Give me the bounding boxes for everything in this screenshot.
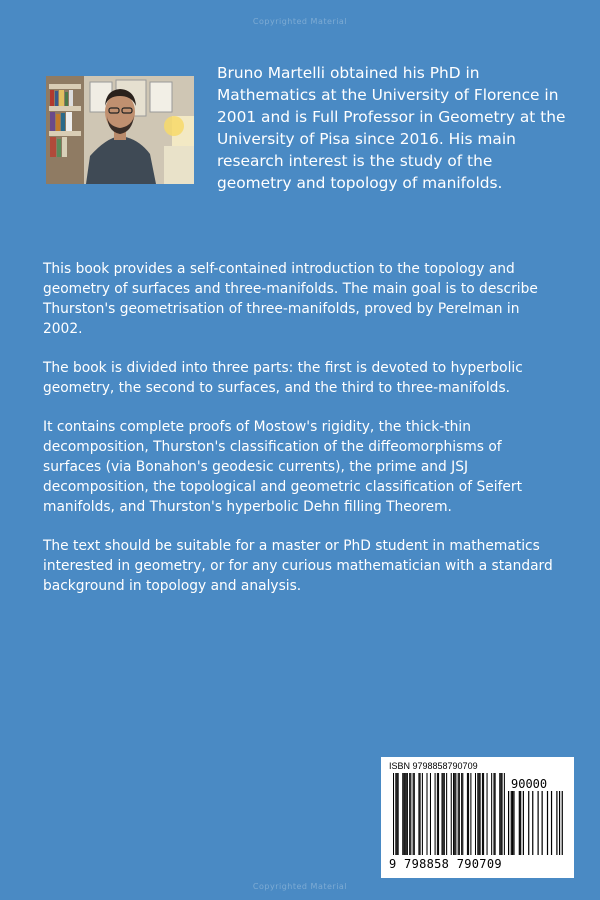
barcode-bar xyxy=(435,773,436,855)
description-paragraph: The book is divided into three parts: the first is devoted to hyperbolic geometry, the second to surfaces, and the third to three-manifolds. xyxy=(43,360,523,396)
barcode-bar xyxy=(403,773,404,855)
barcode-bar xyxy=(441,773,442,855)
price-code: 90000 xyxy=(511,777,548,791)
barcode-bar xyxy=(508,791,509,855)
barcode-bar xyxy=(405,773,406,855)
barcode-bar xyxy=(551,791,552,855)
barcode-addon-bars xyxy=(508,791,563,855)
barcode-bar xyxy=(406,773,407,855)
barcode-bar xyxy=(393,773,394,855)
barcode-bar xyxy=(477,773,478,855)
barcode-bar xyxy=(511,791,512,855)
isbn-label: ISBN 9798858790709 xyxy=(389,761,478,771)
barcode-bar xyxy=(513,791,514,855)
barcode-bar xyxy=(483,773,484,855)
barcode-main-bars xyxy=(393,773,505,855)
barcode-bar xyxy=(512,791,513,855)
barcode-bar xyxy=(396,773,397,855)
barcode-bar xyxy=(520,791,521,855)
barcode-bar xyxy=(451,773,452,855)
barcode-digits: 9 798858 790709 xyxy=(389,857,502,871)
barcode-bar xyxy=(523,791,524,855)
watermark-top: Copyrighted Material xyxy=(252,17,348,26)
barcode-bar xyxy=(556,791,557,855)
barcode-bar xyxy=(409,773,410,855)
barcode-bar xyxy=(410,773,411,855)
author-photo-icon xyxy=(46,76,194,184)
barcode-bar xyxy=(480,773,481,855)
barcode-bar xyxy=(455,773,456,855)
barcode-bar xyxy=(459,773,460,855)
watermark-bottom: Copyrighted Material xyxy=(252,882,348,891)
barcode-bar xyxy=(500,773,501,855)
barcode-bar xyxy=(493,773,494,855)
barcode-bar xyxy=(418,773,419,855)
barcode-bar xyxy=(468,773,469,855)
barcode-bar xyxy=(487,773,488,855)
barcode-bar xyxy=(422,773,423,855)
barcode-bar xyxy=(446,773,447,855)
description-paragraph: The text should be suitable for a master or PhD student in mathematics interested in geometry, or for any curious mathematician with a standard background in topology and analysis. xyxy=(43,538,553,594)
barcode-bar xyxy=(453,773,454,855)
barcode-bar xyxy=(532,791,533,855)
barcode-bar xyxy=(495,773,496,855)
barcode-bar xyxy=(502,773,503,855)
barcode-bar xyxy=(437,773,438,855)
barcode-bar xyxy=(528,791,529,855)
author-bio: Bruno Martelli obtained his PhD in Mathematics at the University of Florence in 2001 and is Full Professor in Geometry at the University of Pisa since 2016. His main research interest is the study of the geometry and topology of manifolds. xyxy=(217,64,566,192)
barcode-bar xyxy=(454,773,455,855)
barcode-bar xyxy=(475,773,476,855)
barcode-bar xyxy=(420,773,421,855)
barcode-bar xyxy=(426,773,427,855)
barcode-bar xyxy=(413,773,414,855)
barcode-bar xyxy=(499,773,500,855)
barcode-bar xyxy=(547,791,548,855)
barcode-bar xyxy=(443,773,444,855)
barcode-bar xyxy=(414,773,415,855)
barcode-bar xyxy=(402,773,403,855)
book-description xyxy=(43,259,563,615)
barcode-bar xyxy=(461,773,462,855)
isbn-barcode xyxy=(381,757,574,878)
description-paragraph: This book provides a self-contained introduction to the topology and geometry of surfaces and three-manifolds. The main goal is to describe Thurston's geometrisation of three-manifolds, proved by Perelman in 2002. xyxy=(43,261,538,337)
barcode-bar xyxy=(398,773,399,855)
barcode-bar xyxy=(538,791,539,855)
author-photo xyxy=(46,76,194,184)
barcode-bar xyxy=(467,773,468,855)
barcode-bar xyxy=(559,791,560,855)
barcode-bar xyxy=(458,773,459,855)
barcode-bar xyxy=(482,773,483,855)
barcode-bar xyxy=(395,773,396,855)
barcode-bar xyxy=(519,791,520,855)
barcode-bar xyxy=(491,773,492,855)
barcode-bar xyxy=(542,791,543,855)
description-paragraph: It contains complete proofs of Mostow's rigidity, the thick-thin decomposition, Thurston's classification of the diffeomorphisms of surfaces (via Bonahon's geodesic currents), the prime and JSJ decomposition, the topological and geometric classification of Seifert manifolds, and Thurston's hyperbolic Dehn filling Theorem. xyxy=(43,419,522,515)
barcode-bar xyxy=(430,773,431,855)
barcode-bar xyxy=(478,773,479,855)
barcode-bar xyxy=(562,791,563,855)
barcode-bar xyxy=(407,773,408,855)
barcode-bar xyxy=(504,773,505,855)
barcode-bar xyxy=(444,773,445,855)
barcode-bar xyxy=(438,773,439,855)
barcode-bar xyxy=(462,773,463,855)
barcode-bar xyxy=(470,773,471,855)
